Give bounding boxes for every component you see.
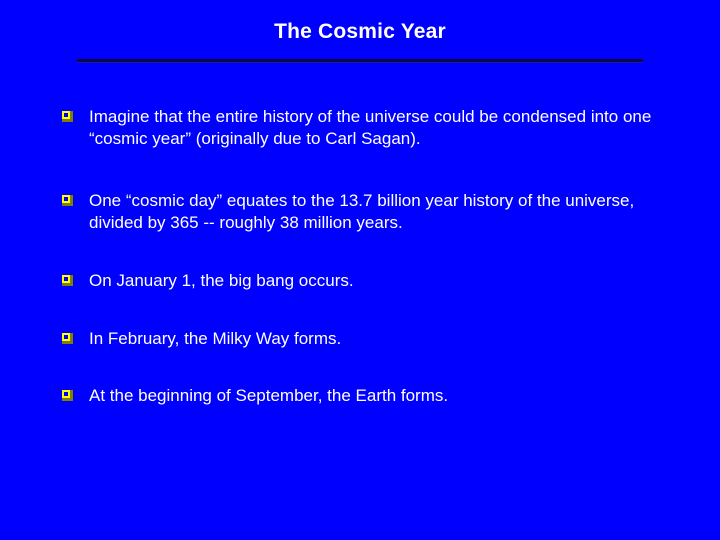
square-bullet-icon [62, 333, 73, 344]
bullet-item [62, 106, 692, 150]
bullet-text: On January 1, the big bang occurs. [89, 271, 354, 290]
square-bullet-icon [62, 390, 73, 401]
bullet-item [62, 385, 692, 407]
bullet-text: In February, the Milky Way forms. [89, 329, 342, 348]
title-divider [77, 59, 643, 63]
bullet-text: One “cosmic day” equates to the 13.7 billion year history of the universe, divided by 365 -- roughly 38 million years. [89, 191, 635, 232]
square-bullet-icon [62, 111, 73, 122]
bullet-item [62, 328, 692, 350]
bullet-item [62, 190, 692, 234]
bullet-text: At the beginning of September, the Earth forms. [89, 386, 449, 405]
slide-title: The Cosmic Year [274, 20, 446, 43]
square-bullet-icon [62, 195, 73, 206]
bullet-item [62, 270, 692, 292]
square-bullet-icon [62, 275, 73, 286]
bullet-text: Imagine that the entire history of the universe could be condensed into one “cosmic year” (originally due to Carl Sagan). [89, 107, 652, 148]
